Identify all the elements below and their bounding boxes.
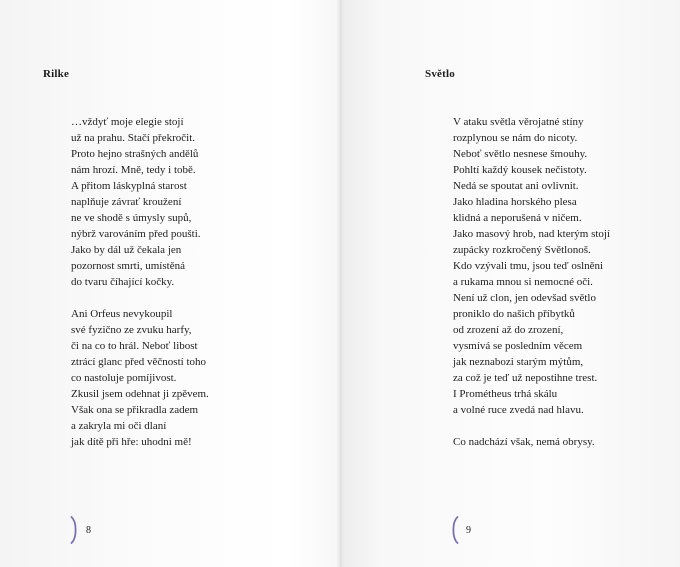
verse-line: nám hrozí. Mně, tedy i tobě. [71,164,196,176]
stanza [71,114,331,290]
verse-line: jak neznabozi starým mýtům, [453,356,584,368]
verse-line: zupácky rozkročený Světlonoš. [453,244,591,256]
page-number-label: 9 [466,524,471,536]
verse-line: …vždyť moje elegie stojí [71,116,184,128]
verse-line: Ani Orfeus nevykoupil [71,308,173,320]
running-head-right: Světlo [425,68,455,80]
page-number-left [70,515,91,545]
verse-line: proniklo do našich příbytků [453,308,575,320]
verse-line: Nedá se spoutat ani ovlivnit. [453,180,579,192]
stanza [453,114,678,418]
book-gutter [336,0,344,567]
verse-line: a zakryla mi oči dlaní [71,420,167,432]
verse-line: a rukama mnou si nemocné oči. [453,276,593,288]
verse-line: své fyzično ze zvuku harfy, [71,324,192,336]
verse-line: Proto hejno strašných andělů [71,148,199,160]
page-number-label: 8 [86,524,91,536]
verse-line: A přitom láskyplná starost [71,180,187,192]
verse-line: Pohltí každý kousek nečistoty. [453,164,587,176]
verse-line: pozornost smrti, umístěná [71,260,185,272]
verse-line: do tvaru číhající kočky. [71,276,175,288]
verse-line: I Prométheus trhá skálu [453,388,558,400]
verse-line: naplňuje závrať kroužení [71,196,182,208]
poem-left [71,114,331,466]
verse-line: vysmívá se posledním věcem [453,340,583,352]
stanza [71,306,331,450]
verse-line: Jako masový hrob, nad kterým stojí [453,228,611,240]
verse-line: co nastoluje pomíjivost. [71,372,177,384]
verse-line: Však ona se přikradla zadem [71,404,199,416]
verse-line: ne ve shodě s úmysly supů, [71,212,192,224]
verse-line: ztrácí glanc před věčností toho [71,356,207,368]
verse-line: za což je teď už nepostihne trest. [453,372,598,384]
verse-line: nýbrž varováním před poušti. [71,228,201,240]
verse-line: klidná a neporušená v ničem. [453,212,582,224]
verse-line: Co nadchází však, nemá obrysy. [453,436,595,448]
verse-line: už na prahu. Stačí překročit. [71,132,196,144]
verse-line: jak dítě při hře: uhodni mě! [71,436,192,448]
verse-line: Jako by dál už čekala jen [71,244,182,256]
verse-line: od zrození až do zrození, [453,324,564,336]
verse-line: Zkusil jsem odehnat ji zpěvem. [71,388,209,400]
running-head-left: Rilke [43,68,70,80]
verse-line: rozplynou se nám do nicoty. [453,132,578,144]
verse-line: Jako hladina horského plesa [453,196,577,208]
verse-line: V ataku světla věrojatné stíny [453,116,584,128]
bracket-right-icon [70,516,79,544]
page-number-right [450,515,471,545]
stanza [453,434,678,450]
poem-right [453,114,678,466]
verse-line: a volné ruce zvedá nad hlavu. [453,404,584,416]
verse-line: či na co to hrál. Neboť libost [71,340,198,352]
verse-line: Neboť světlo nesnese šmouhy. [453,148,588,160]
right-page [340,0,680,567]
verse-line: Kdo vzývali tmu, jsou teď oslněni [453,260,604,272]
bracket-left-icon [450,516,459,544]
verse-line: Není už clon, jen odevšad světlo [453,292,596,304]
